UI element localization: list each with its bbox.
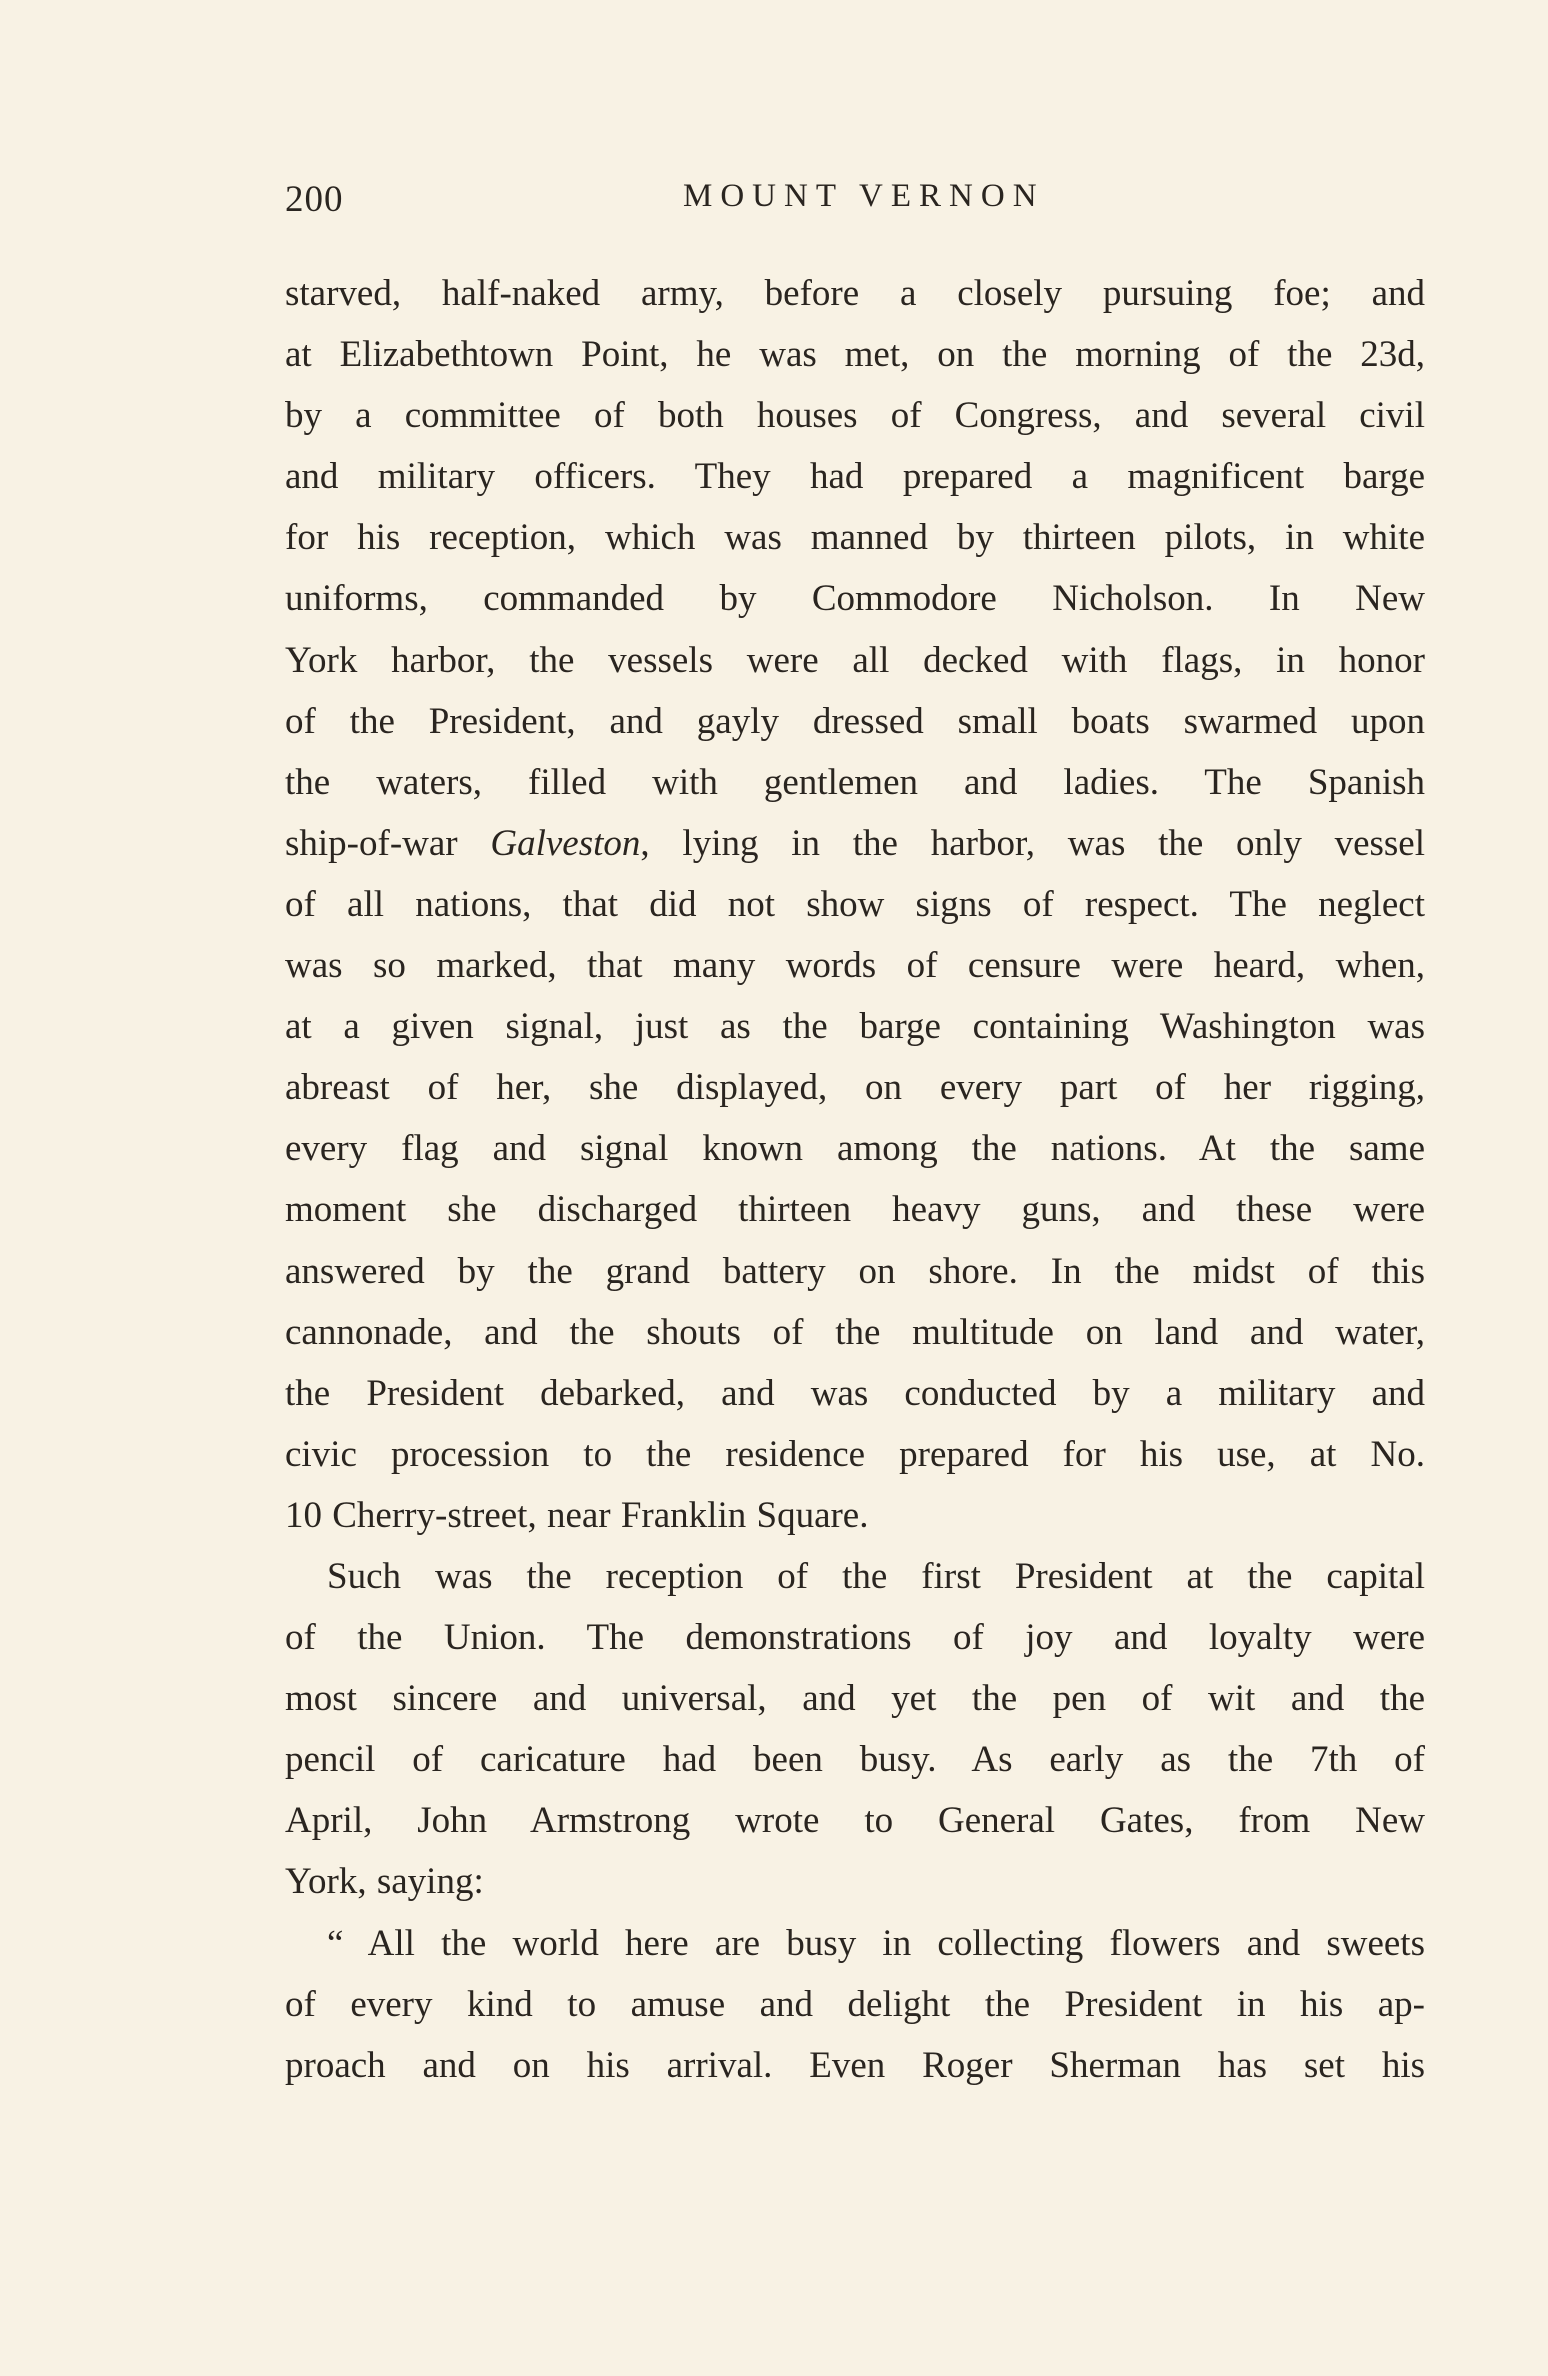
text-line: civic procession to the residence prepared for his use, at No. <box>285 1433 1425 1475</box>
text-line: York harbor, the vessels were all decked with flags, in honor <box>285 639 1425 681</box>
text-line: and military officers. They had prepared a magnificent barge <box>285 456 1425 498</box>
body-text <box>285 263 1425 2096</box>
text-segment: , lying in the harbor, was the only vessel <box>640 822 1426 864</box>
text-line: was so marked, that many words of censure were heard, when, <box>285 945 1425 987</box>
text-line: the President debarked, and was conducted by a military and <box>285 1372 1425 1414</box>
text-line: York, saying: <box>285 1861 484 1903</box>
text-line: “ All the world here are busy in collecting flowers and sweets <box>327 1922 1425 1964</box>
text-line: the waters, filled with gentlemen and ladies. The Spanish <box>285 761 1425 803</box>
text-line: of all nations, that did not show signs of respect. The neglect <box>285 883 1425 925</box>
text-line: uniforms, commanded by Commodore Nicholson. In New <box>285 578 1425 620</box>
text-line: moment she discharged thirteen heavy guns, and these were <box>285 1189 1425 1231</box>
text-line: 10 Cherry-street, near Franklin Square. <box>285 1494 869 1536</box>
text-segment: ship-of-war <box>285 822 491 864</box>
page-number: 200 <box>285 179 344 220</box>
text-line: by a committee of both houses of Congress, and several civil <box>285 395 1425 437</box>
text-line: at a given signal, just as the barge containing Washington was <box>285 1006 1425 1048</box>
text-line: cannonade, and the shouts of the multitude on land and water, <box>285 1311 1425 1353</box>
text-line <box>285 813 1425 874</box>
text-line: for his reception, which was manned by thirteen pilots, in white <box>285 517 1425 559</box>
running-title: MOUNT VERNON <box>683 178 1045 214</box>
text-line: April, John Armstrong wrote to General Gates, from New <box>285 1800 1425 1842</box>
text-line: pencil of caricature had been busy. As early as the 7th of <box>285 1739 1425 1781</box>
text-line: answered by the grand battery on shore. In the midst of this <box>285 1250 1425 1292</box>
ship-name-italic: Galveston <box>490 822 641 864</box>
text-line: of every kind to amuse and delight the President in his ap- <box>285 1983 1425 2025</box>
text-line: of the President, and gayly dressed small boats swarmed upon <box>285 700 1425 742</box>
running-head <box>285 178 1290 228</box>
text-line: at Elizabethtown Point, he was met, on the morning of the 23d, <box>285 334 1425 376</box>
text-line: abreast of her, she displayed, on every part of her rigging, <box>285 1067 1425 1109</box>
text-line: starved, half-naked army, before a closely pursuing foe; and <box>285 273 1425 314</box>
text-line: every flag and signal known among the nations. At the same <box>285 1128 1425 1170</box>
text-line: most sincere and universal, and yet the pen of wit and the <box>285 1678 1425 1720</box>
text-line: Such was the reception of the first President at the capital <box>327 1555 1425 1597</box>
text-line: of the Union. The demonstrations of joy and loyalty were <box>285 1617 1425 1659</box>
text-line: proach and on his arrival. Even Roger Sherman has set his <box>285 2044 1425 2086</box>
